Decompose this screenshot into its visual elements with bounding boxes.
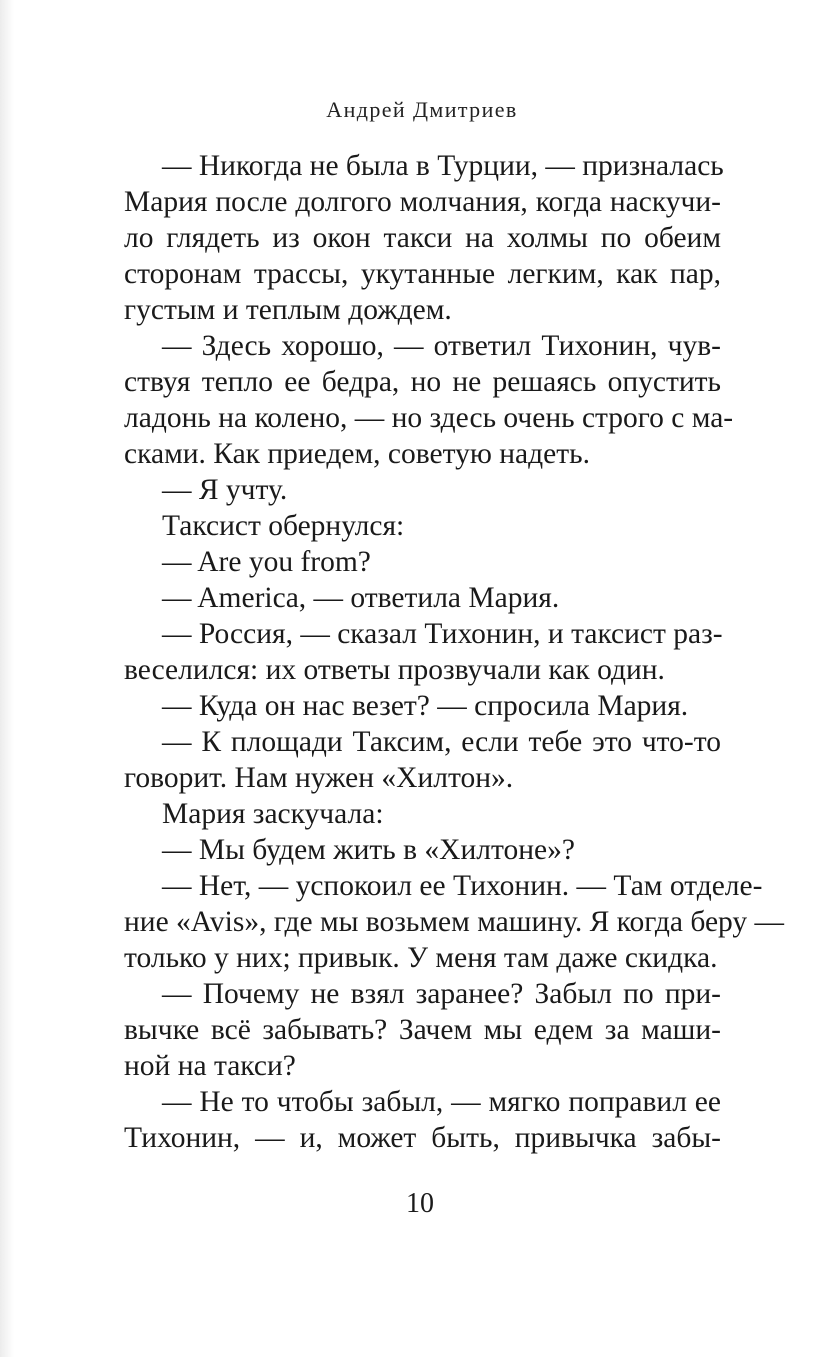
text-line: — Здесь хорошо, — ответил Тихонин, чув- — [162, 330, 721, 362]
text-line: сторонам трассы, укутанные легким, как пар, — [124, 258, 721, 290]
text-line: ствуя тепло ее бедра, но не решаясь опустить — [124, 366, 721, 398]
text-line: ние «Avis», где мы возьмем машину. Я когда беру — — [124, 906, 785, 938]
text-line: Таксист обернулся: — [162, 510, 405, 542]
text-line: — Мы будем жить в «Хилтоне»? — [162, 834, 575, 866]
text-line: густым и теплым дождем. — [124, 294, 452, 326]
text-line: — Никогда не была в Турции, — призналась — [162, 150, 724, 182]
text-line: — Я учту. — [162, 474, 288, 506]
page-number: 10 — [406, 1188, 434, 1219]
text-line: — Нет, — успокоил ее Тихонин. — Там отделе- — [162, 870, 763, 902]
text-line: ладонь на колено, — но здесь очень строго с ма- — [124, 402, 734, 434]
text-line: Тихонин, — и, может быть, привычка забы- — [124, 1122, 721, 1154]
text-line: — Куда он нас везет? — спросила Мария. — [162, 690, 689, 722]
running-head-author: Андрей Дмитриев — [326, 97, 518, 122]
text-line: ной на такси? — [124, 1050, 296, 1082]
text-line: — К площади Таксим, если тебе это что-то — [162, 726, 721, 758]
text-line: сками. Как приедем, советую надеть. — [124, 438, 590, 470]
text-line: веселился: их ответы прозвучали как один. — [124, 654, 665, 686]
text-line: Мария после долгого молчания, когда наскучи- — [124, 186, 721, 218]
text-line: вычке всё забывать? Зачем мы едем за маши- — [124, 1014, 721, 1046]
text-line: — Are you from? — [162, 546, 371, 578]
text-line: — America, — ответила Мария. — [162, 582, 560, 614]
text-line: только у них; привык. У меня там даже скидка. — [124, 942, 718, 974]
text-line: — Почему не взял заранее? Забыл по при- — [162, 978, 721, 1010]
text-line: — Не то чтобы забыл, — мягко поправил ее — [162, 1086, 721, 1118]
text-line: ло глядеть из окон такси на холмы по обеим — [124, 222, 721, 254]
text-line: — Россия, — сказал Тихонин, и таксист раз- — [162, 618, 723, 650]
text-line: Мария заскучала: — [162, 798, 384, 830]
text-line: говорит. Нам нужен «Хилтон». — [124, 762, 514, 794]
